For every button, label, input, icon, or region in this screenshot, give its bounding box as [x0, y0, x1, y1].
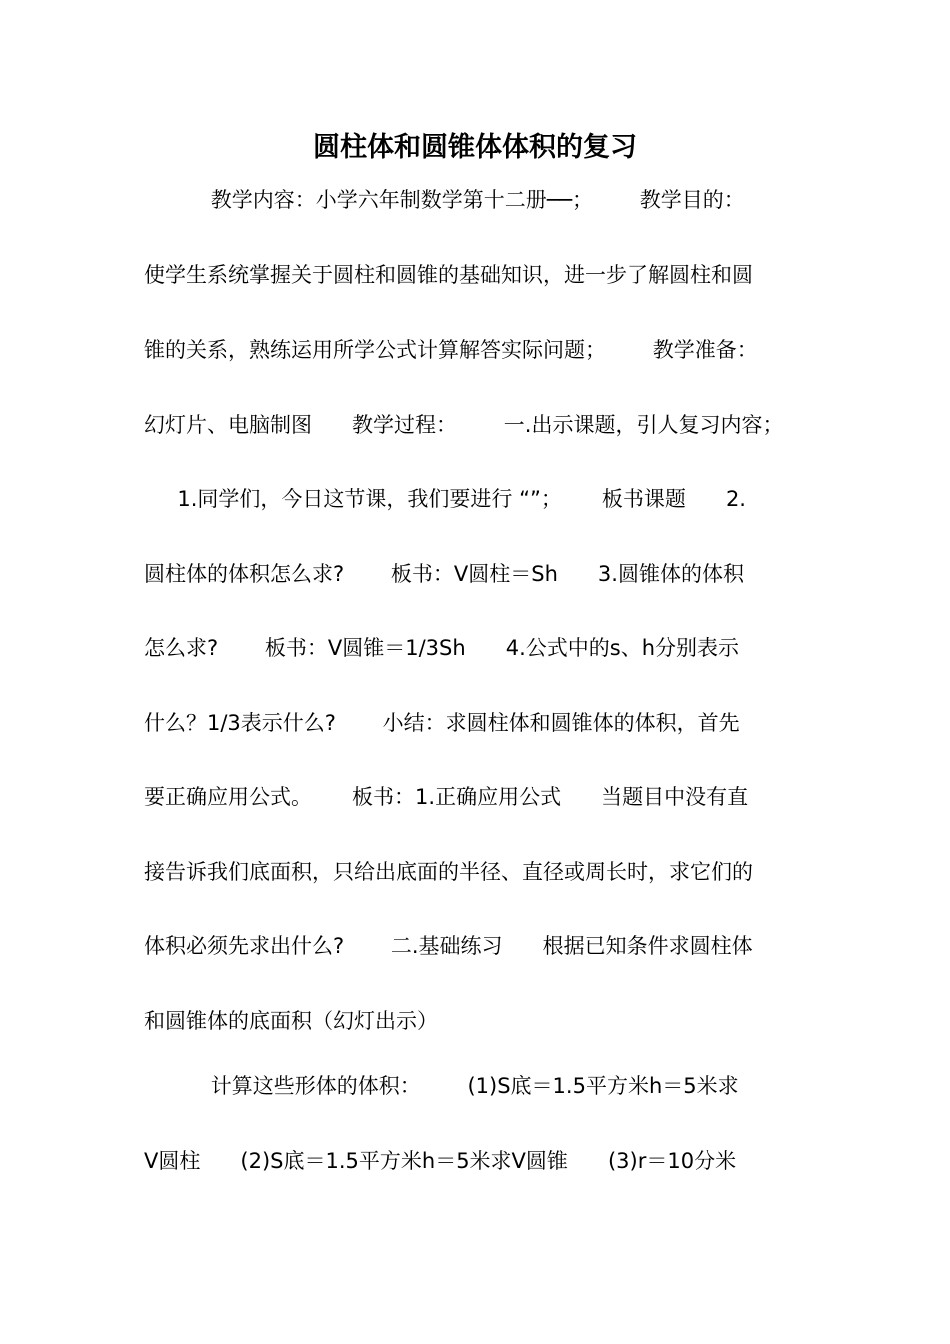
paragraph-line: 什么？1/3表示什么? 小结：求圆柱体和圆锥体的体积，首先 — [144, 711, 740, 735]
paragraph-line: 计算这些形体的体积： (1)S底＝1.5平方米h＝5米求 — [144, 1074, 739, 1098]
paragraph-line: 要正确应用公式。 板书：1.正确应用公式 当题目中没有直 — [144, 785, 749, 809]
paragraph-line: 1.同学们，今日这节课，我们要进行 “”； 板书课题 2. — [144, 487, 746, 511]
paragraph-line: 教学内容：小学六年制数学第十二册──； 教学目的： — [144, 188, 745, 212]
page-title: 圆柱体和圆锥体体积的复习 — [313, 132, 637, 163]
paragraph-line: 和圆锥体的底面积（幻灯出示） — [144, 1009, 438, 1033]
paragraph-line: 接告诉我们底面积，只给出底面的半径、直径或周长时，求它们的 — [144, 860, 753, 884]
paragraph-line: 使学生系统掌握关于圆柱和圆锥的基础知识，进一步了解圆柱和圆 — [144, 263, 753, 287]
paragraph-line: 锥的关系，熟练运用所学公式计算解答实际问题； 教学准备： — [144, 338, 758, 362]
paragraph-line: 圆柱体的体积怎么求? 板书：V圆柱＝Sh 3.圆锥体的体积 — [144, 562, 744, 586]
paragraph-line: 怎么求? 板书：V圆锥＝1/3Sh 4.公式中的s、h分别表示 — [144, 636, 740, 660]
paragraph-line: V圆柱 (2)S底＝1.5平方米h＝5米求V圆锥 (3)r＝10分米 — [144, 1149, 737, 1173]
paragraph-line: 幻灯片、电脑制图 教学过程： 一.出示课题，引人复习内容； — [144, 413, 784, 437]
paragraph-line: 体积必须先求出什么? 二.基础练习 根据已知条件求圆柱体 — [144, 934, 753, 958]
